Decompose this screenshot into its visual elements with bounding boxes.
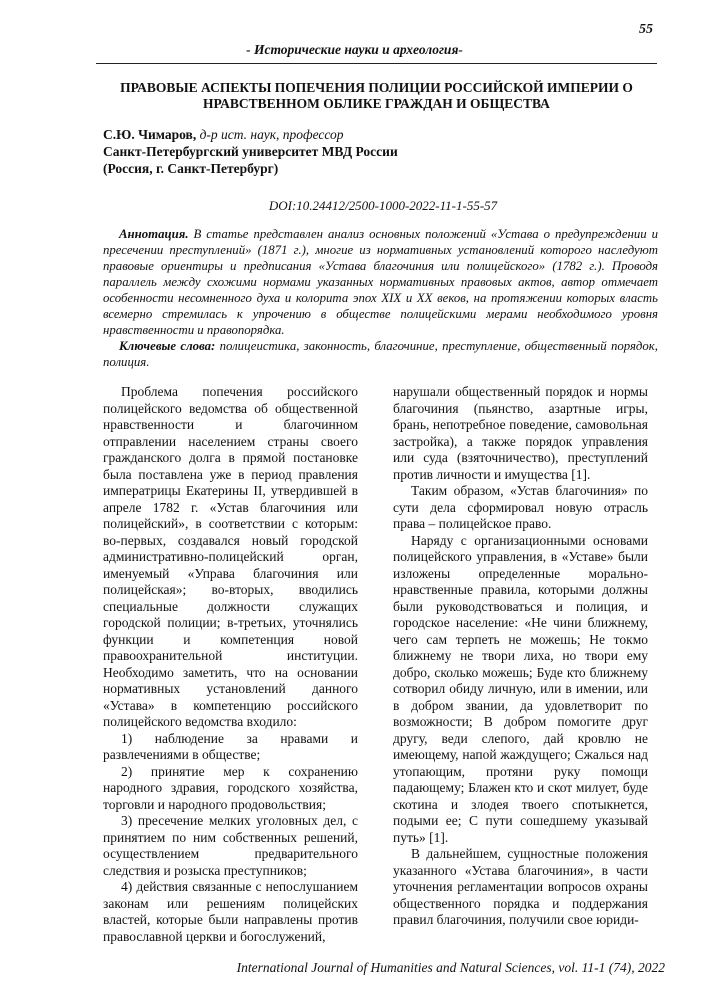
keywords-text: полицеистика, законность, благочиние, преступление, общественный порядок, полиция. xyxy=(103,339,658,369)
body-paragraph: 1) наблюдение за нравами и развлечениями в обществе; xyxy=(103,730,358,762)
body-paragraph: В дальнейшем, сущностные положения указанного «Устава благочиния», в части уточнения регламентации вопросов охраны общественного порядка и поддержания правил благочиния, получили свое юриди- xyxy=(393,846,648,927)
header-rule xyxy=(96,63,657,64)
author-block xyxy=(103,126,663,177)
body-paragraph: нарушали общественный порядок и нормы благочиния (пьянство, азартные игры, брань, непотребное поведение, самовольная застройка), а также порядок управления или суда (взяточничество), преступлений против личности и имущества [1]. xyxy=(393,384,648,482)
body-paragraph: 4) действия связанные с непослушанием законам или решениям полицейских властей, которые были направлены против православной церкви и богослужений, xyxy=(103,879,358,944)
page-number: 55 xyxy=(639,22,653,37)
body-paragraph: Проблема попечения российского полицейского ведомства об общественной нравственности и благочинном отправлении населением страны своего гражданского долга в прямой постановке была поставлена уже в период правления императрицы Екатерины II, утвердившей в апреле 1782 г. «Устав благочиния или полицейский», в соответствии с которым: во-первых, создавался новый городской административно-полицейский орган, именуемый «Управа благочиния или полицейская»; во-вторых, вводились специальные должности служащих городской полиции; в-третьих, уточнялись функции и компетенция новой правоохранительной институции. Необходимо заметить, что на основании нормативных установлений данного «Устава» в компетенцию российского полицейского ведомства входило: xyxy=(103,384,358,729)
keywords-paragraph xyxy=(103,338,658,370)
author-line xyxy=(103,126,663,143)
author-name: С.Ю. Чимаров, xyxy=(103,127,197,142)
journal-footer: International Journal of Humanities and Natural Sciences, vol. 11-1 (74), 2022 xyxy=(236,960,665,975)
author-location: (Россия, г. Санкт-Петербург) xyxy=(103,161,279,176)
body-paragraph: Таким образом, «Устав благочиния» по сути дела сформировал новую отрасль права – полицейское право. xyxy=(393,483,648,531)
body-paragraph: 2) принятие мер к сохранению народного здравия, городского хозяйства, торговли и народного продовольствия; xyxy=(103,763,358,812)
abstract xyxy=(103,226,658,370)
author-position: д-р ист. наук, профессор xyxy=(196,127,344,142)
right-column xyxy=(393,384,648,929)
body-paragraph: Наряду с организационными основами полицейского управления, в «Уставе» были изложены определенные морально-нравственные правила, которыми должны были руководствоваться и полиция, и городское население: «Не чини ближнему, чего сам терпеть не можешь; Не токмо ближнему не твори лиха, но твори ему добро, сколько можешь; Буде кто ближнему сотворил обиду личную, или в имении, или в добром звании, да удовлетворит по возможности; В добром помогите друг другу, веди слепого, дай кровлю не имеющему, напой жаждущего; Сжалься над утопающим, протяни руку помощи падающему; Блажен кто и скот милует, буде скотина и злодея твоего спотыкнется, подыми ее; С пути сошедшему указывай путь» [1]. xyxy=(393,532,648,845)
abstract-paragraph xyxy=(103,226,658,338)
abstract-text: В статье представлен анализ основных положений «Устава о предупреждении и пресечении преступлений» (1871 г.), многие из нормативных установлений которого наследуют правовые ориентиры и предписания «Устава благочиния или полицейского» (1782 г.). Проводя параллель между схожими нормами указанных нормативных правовых актов, автор отмечает особенности несомненного духа и колорита эпох XIX и XX веков, на протяжении которых власть всемерно стремилась к упрочению в обществе полицейскими мерами необходимого уровня нравственности и правопорядка. xyxy=(103,227,658,337)
doi: DOI:10.24412/2500-1000-2022-11-1-55-57 xyxy=(268,198,498,213)
keywords-label: Ключевые слова: xyxy=(119,339,216,353)
author-affiliation: Санкт-Петербургский университет МВД России xyxy=(103,144,398,159)
abstract-label: Аннотация. xyxy=(119,227,189,241)
section-heading: - Исторические науки и археология- xyxy=(246,42,463,57)
left-column xyxy=(103,384,358,945)
body-paragraph: 3) пресечение мелких уголовных дел, с принятием по ним собственных решений, осуществлением предварительного следствия и розыска преступников; xyxy=(103,813,358,878)
article-title: ПРАВОВЫЕ АСПЕКТЫ ПОПЕЧЕНИЯ ПОЛИЦИИ РОССИЙСКОЙ ИМПЕРИИ О НРАВСТВЕННОМ ОБЛИКЕ ГРАЖДАН И ОБЩЕСТВА xyxy=(120,80,633,111)
